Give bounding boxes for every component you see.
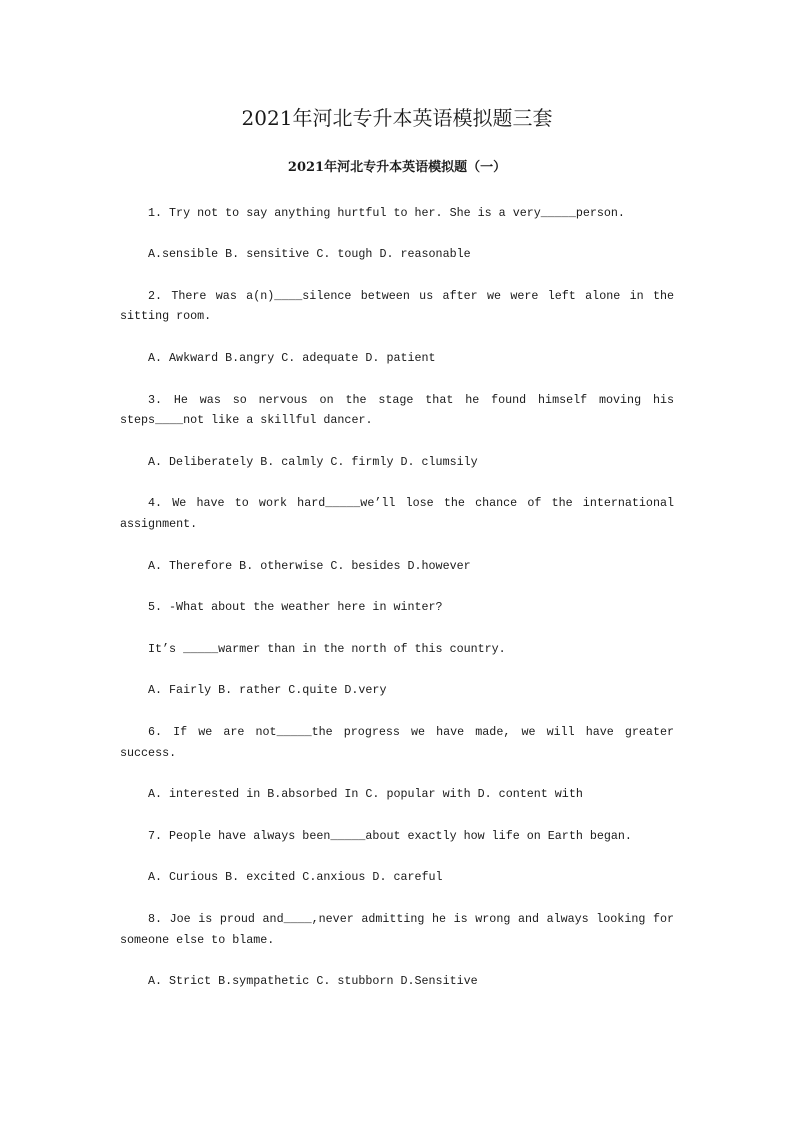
question-6-stem: 6. If we are not_____the progress we have made, we will have greater success. — [120, 725, 674, 760]
question-6-options: A. interested in B.absorbed In C. popular with D. content with — [148, 787, 583, 802]
section-title: 2021年河北专升本英语模拟题（一） — [287, 160, 507, 175]
question-2-options: A. Awkward B.angry C. adequate D. patient — [148, 351, 436, 366]
question-4-stem: 4. We have to work hard_____we’ll lose the chance of the international assignment. — [120, 496, 674, 532]
question-3-options: A. Deliberately B. calmly C. firmly D. clumsily — [148, 454, 478, 469]
question-5-options: A. Fairly B. rather C.quite D.very — [148, 683, 387, 698]
document-title: 2021年河北专升本英语模拟题三套 — [241, 106, 553, 130]
question-2-stem: 2. There was a(n)____silence between us after we were left alone in the sitting room. — [120, 288, 674, 324]
question-5-reply: It’s _____warmer than in the north of this country. — [148, 641, 506, 656]
question-4-options: A. Therefore B. otherwise C. besides D.however — [148, 558, 471, 573]
question-5-stem: 5. -What about the weather here in winter? — [148, 600, 443, 615]
question-list — [120, 203, 674, 1013]
question-8-options: A. Strict B.sympathetic C. stubborn D.Sensitive — [148, 974, 478, 989]
question-7-stem: 7. People have always been_____about exactly how life on Earth began. — [148, 828, 632, 843]
question-1-stem: 1. Try not to say anything hurtful to her. She is a very_____person. — [148, 205, 625, 220]
question-3-stem: 3. He was so nervous on the stage that he found himself moving his steps____not like a skillful dancer. — [120, 392, 674, 428]
question-8-stem: 8. Joe is proud and____,never admitting he is wrong and always looking for someone else to blame. — [120, 911, 674, 947]
question-7-options: A. Curious B. excited C.anxious D. careful — [148, 870, 443, 885]
question-1-options: A.sensible B. sensitive C. tough D. reasonable — [148, 247, 471, 262]
